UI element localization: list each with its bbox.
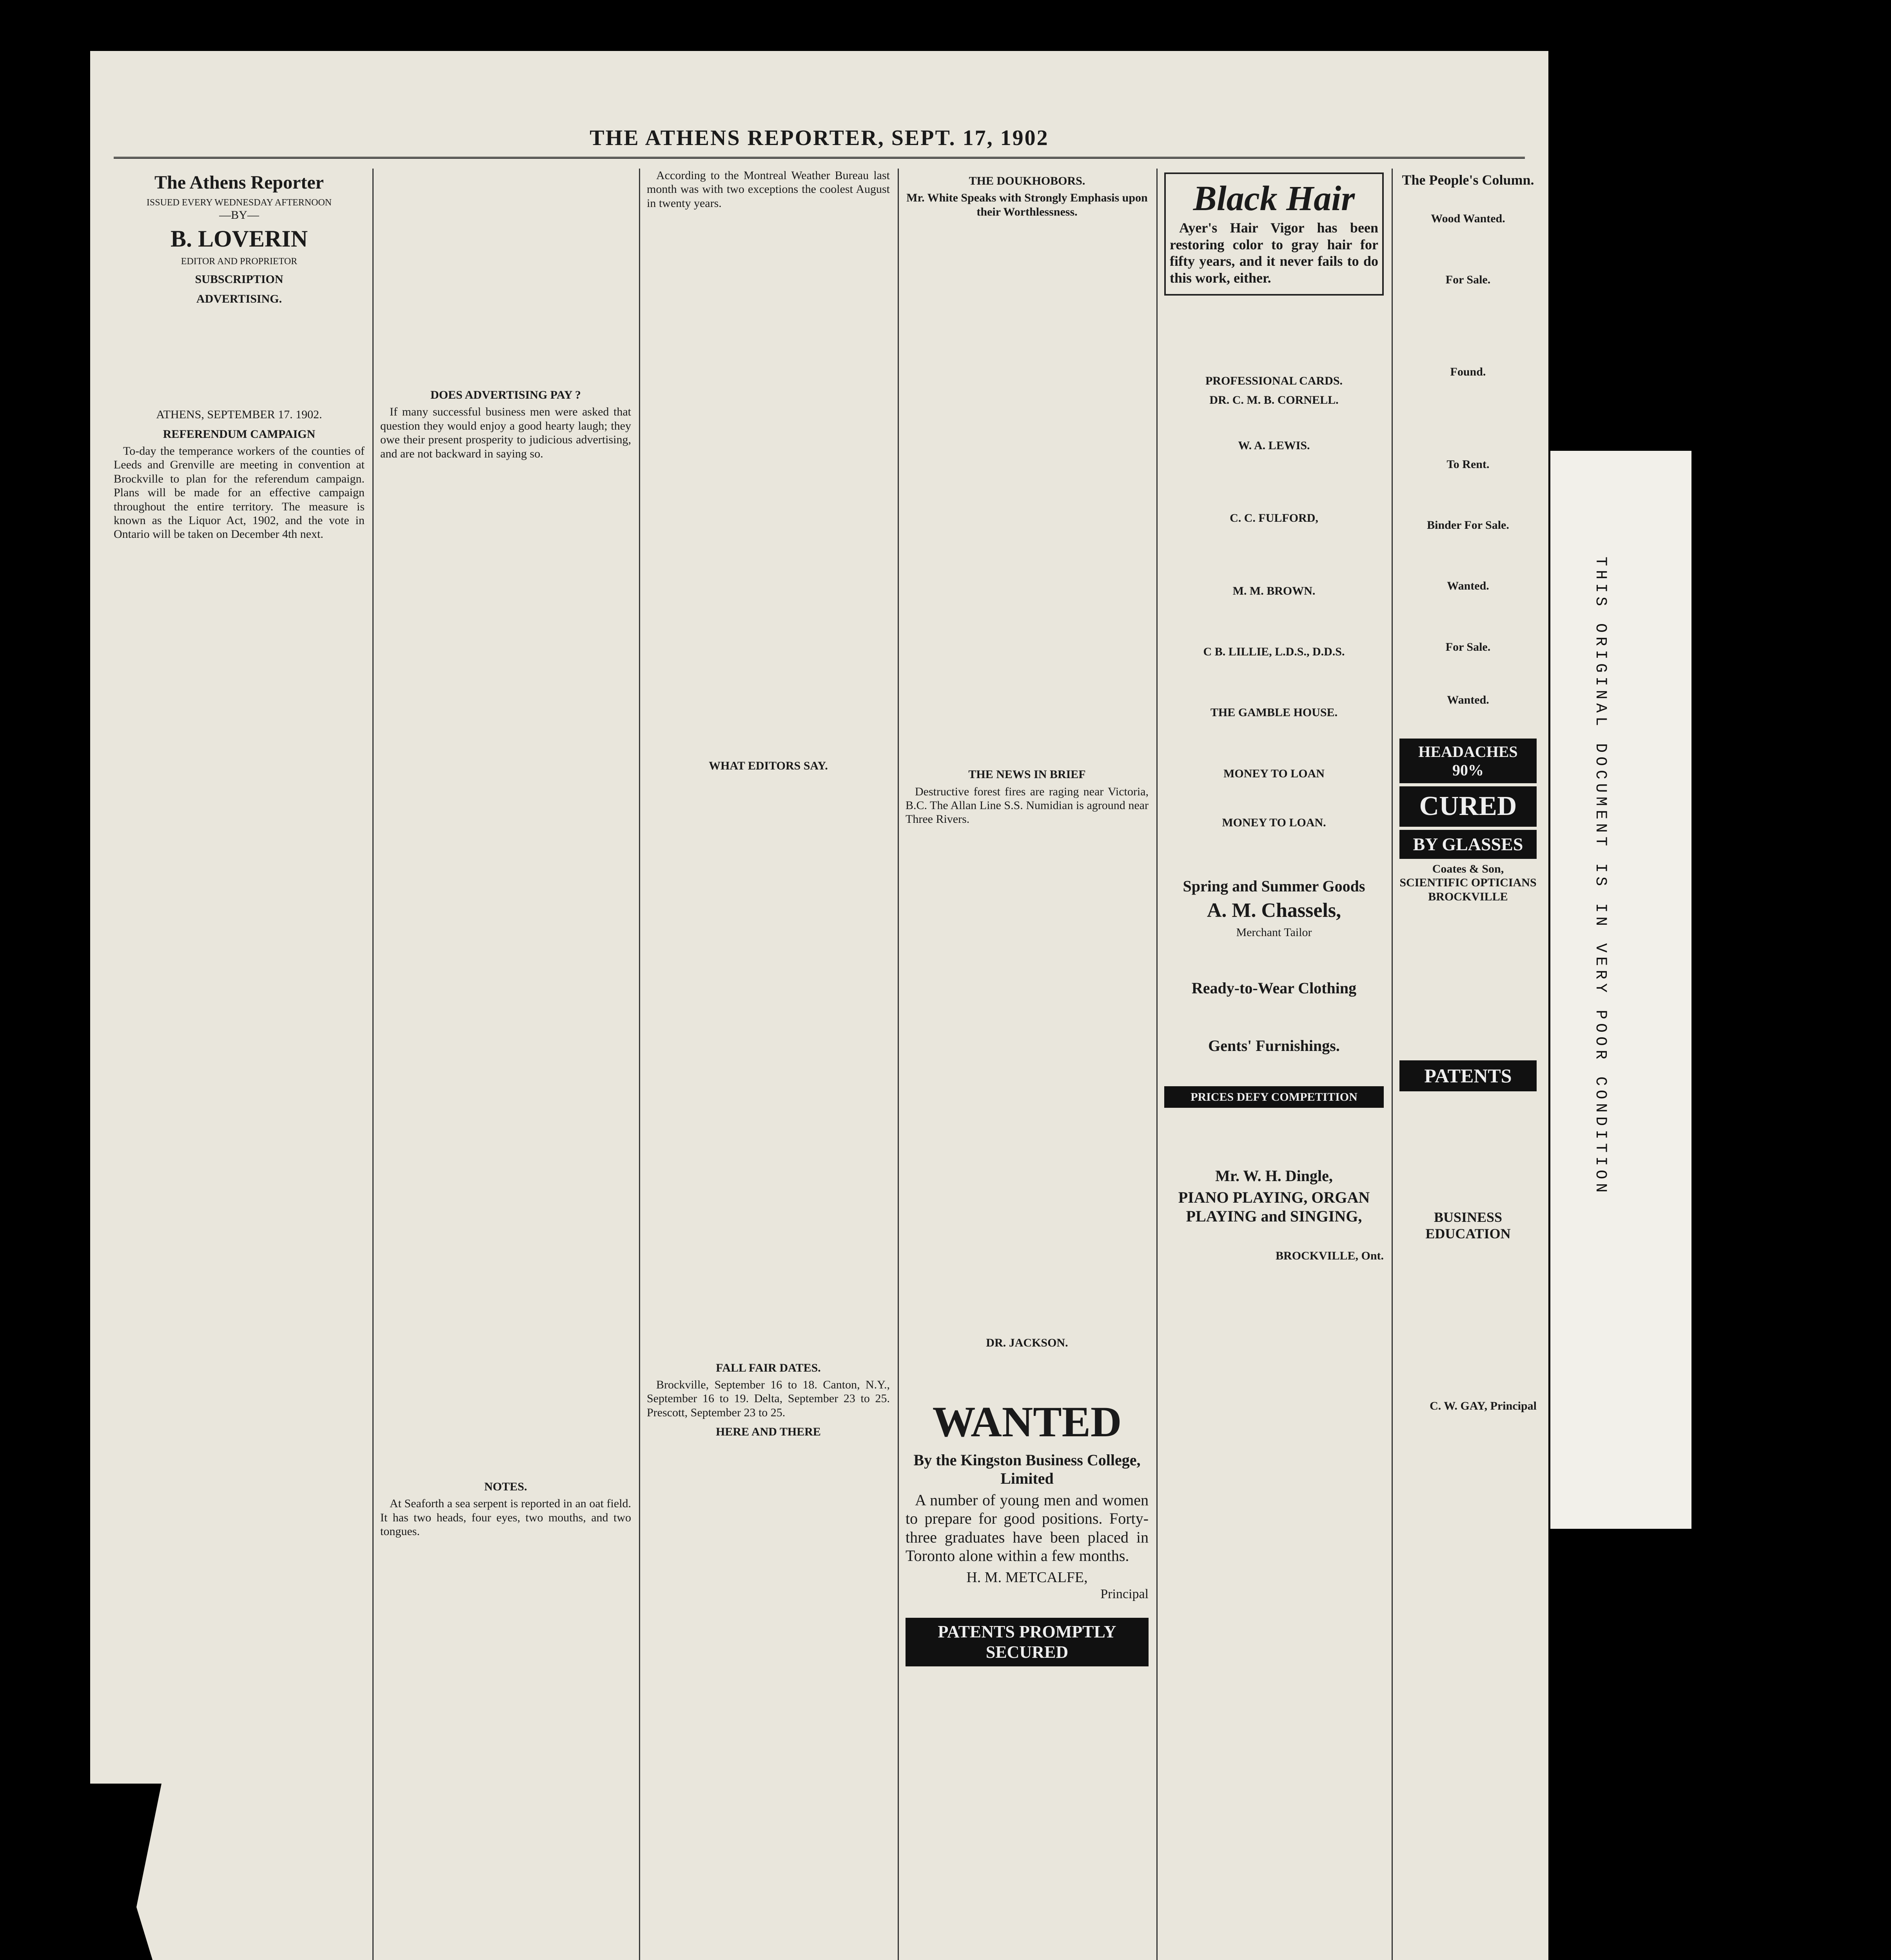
cured-ad: CURED [1399, 786, 1537, 827]
professional-heading: PROFESSIONAL CARDS. [1205, 374, 1343, 388]
headaches-ad: HEADACHES 90% [1399, 739, 1537, 783]
metcalfe: H. M. METCALFE, [966, 1569, 1088, 1586]
chassels: A. M. Chassels, [1207, 899, 1341, 922]
masthead-rule [114, 157, 1525, 159]
binder: Binder For Sale. [1427, 519, 1509, 532]
prices-defy: PRICES DEFY COMPETITION [1164, 1086, 1384, 1108]
advertising-heading: ADVERTISING. [196, 292, 282, 305]
dingle: Mr. W. H. Dingle, [1215, 1167, 1333, 1185]
kingston-text: A number of young men and women to prepare for good positions. Forty-three graduates have been placed in Toronto alone within a few months. [906, 1491, 1149, 1564]
black-hair-title: Black Hair [1193, 179, 1355, 218]
condition-note: THIS ORIGINAL DOCUMENT IS IN VERY POOR CONDITION [1592, 557, 1609, 1197]
byglasses-ad: BY GLASSES [1399, 830, 1537, 859]
lillie: C B. LILLIE, L.D.S., D.D.S. [1203, 645, 1345, 659]
masthead: THE ATHENS REPORTER, SEPT. 17, 1902 [590, 126, 1049, 150]
by-line: —BY— [219, 208, 259, 221]
wood-wanted: Wood Wanted. [1431, 212, 1505, 225]
weather-text: According to the Montreal Weather Bureau last month was with two exceptions the coolest August in twenty years. [647, 169, 890, 210]
tailor: Merchant Tailor [1236, 926, 1312, 939]
column-divider [372, 169, 374, 1960]
column-1 [114, 169, 365, 1960]
fulford: C. C. FULFORD, [1230, 512, 1318, 525]
for-sale-1: For Sale. [1445, 273, 1491, 286]
peoples-column: The People's Column. [1402, 172, 1534, 188]
fair-heading: FALL FAIR DATES. [716, 1361, 821, 1374]
news-heading: THE NEWS IN BRIEF [968, 768, 1086, 781]
doukhobors-sub: Mr. White Speaks with Strongly Emphasis upon their Worthlessness. [906, 191, 1148, 218]
column-3 [647, 169, 890, 1960]
doukhobors-heading: THE DOUKHOBORS. [969, 174, 1085, 187]
issued-line: ISSUED EVERY WEDNESDAY AFTERNOON [146, 197, 332, 208]
spring-goods: Spring and Summer Goods [1183, 877, 1365, 895]
ready-to-wear: Ready-to-Wear Clothing [1191, 979, 1357, 997]
money1: MONEY TO LOAN [1223, 767, 1325, 780]
fair-list: Brockville, September 16 to 18. Canton, N.Y., September 16 to 19. Delta, September 23 to 25. Prescott, September 23 to 25. [647, 1378, 890, 1419]
attached-strip [1550, 451, 1691, 1529]
referendum-text: To-day the temperance workers of the counties of Leeds and Grenville are meeting in convention at Brockville to plan for the referendum campaign. Plans will be made for an effective campaign throughout the entire territory. The measure is known as the Liquor Act, 1902, and the vote in Ontario will be taken on December 4th next. [114, 445, 365, 541]
lewis: W. A. LEWIS. [1238, 439, 1310, 452]
column-divider [898, 169, 899, 1960]
dr-jackson: DR. JACKSON. [986, 1336, 1068, 1349]
notes-text: At Seaforth a sea serpent is reported in an oat field. It has two heads, four eyes, two mouths, and two tongues. [380, 1497, 631, 1538]
wanted-1: Wanted. [1447, 579, 1489, 593]
newspaper-page [90, 51, 1548, 1960]
patents-box: PATENTS [1399, 1060, 1537, 1091]
patents-ad: PATENTS PROMPTLY SECURED [906, 1618, 1149, 1666]
editors-heading: WHAT EDITORS SAY. [709, 759, 828, 773]
hair-vigor-ad [1164, 172, 1384, 296]
money2: MONEY TO LOAN. [1222, 816, 1326, 829]
gents: Gents' Furnishings. [1208, 1036, 1340, 1054]
business-education: BUSINESS EDUCATION [1425, 1209, 1511, 1242]
wanted-2: Wanted. [1447, 693, 1489, 707]
wanted-ad: WANTED [932, 1398, 1122, 1446]
piano: PIANO PLAYING, ORGAN PLAYING and SINGING, [1178, 1189, 1370, 1225]
cornell: DR. C. M. B. CORNELL. [1209, 394, 1339, 407]
here-heading: HERE AND THERE [716, 1425, 821, 1439]
column-divider [1392, 169, 1393, 1960]
column-2 [380, 169, 631, 1960]
address: BROCKVILLE, Ont. [1276, 1249, 1384, 1262]
advertising-pay-text: If many successful business men were asked that question they would enjoy a good hearty laugh; they owe their present prosperity to judicious advertising, and are not backward in saying so. [380, 405, 631, 460]
brown: M. M. BROWN. [1232, 584, 1316, 597]
to-rent: To Rent. [1446, 457, 1490, 471]
column-4 [906, 169, 1149, 1960]
editor-name: B. LOVERIN [170, 226, 308, 252]
kingston-line: By the Kingston Business College, Limited [913, 1451, 1141, 1488]
coates: Coates & Son, SCIENTIFIC OPTICIANS BROCKVILLE [1399, 862, 1537, 903]
column-6 [1399, 169, 1537, 1960]
subscription-heading: SUBSCRIPTION [195, 273, 283, 286]
referendum-heading: REFERENDUM CAMPAIGN [163, 427, 316, 441]
column-divider [1156, 169, 1158, 1960]
paper-title: The Athens Reporter [154, 172, 324, 193]
editor-sub: EDITOR AND PROPRIETOR [181, 256, 298, 267]
dateline: ATHENS, SEPTEMBER 17. 1902. [156, 408, 322, 421]
column-5 [1164, 169, 1384, 1960]
news-text: Destructive forest fires are raging near Victoria, B.C. The Allan Line S.S. Numidian is aground near Three Rivers. [906, 785, 1149, 826]
column-divider [639, 169, 640, 1960]
for-sale-2: For Sale. [1445, 640, 1491, 653]
advertising-pay-heading: DOES ADVERTISING PAY ? [430, 388, 581, 401]
gay-principal: C. W. GAY, Principal [1430, 1399, 1537, 1412]
gamble: THE GAMBLE HOUSE. [1210, 706, 1338, 719]
notes-heading: NOTES. [484, 1480, 527, 1493]
ayer-text: Ayer's Hair Vigor has been restoring color to gray hair for fifty years, and it never fails to do this work, either. [1170, 220, 1378, 286]
found: Found. [1450, 365, 1486, 379]
principal: Principal [1100, 1586, 1149, 1601]
